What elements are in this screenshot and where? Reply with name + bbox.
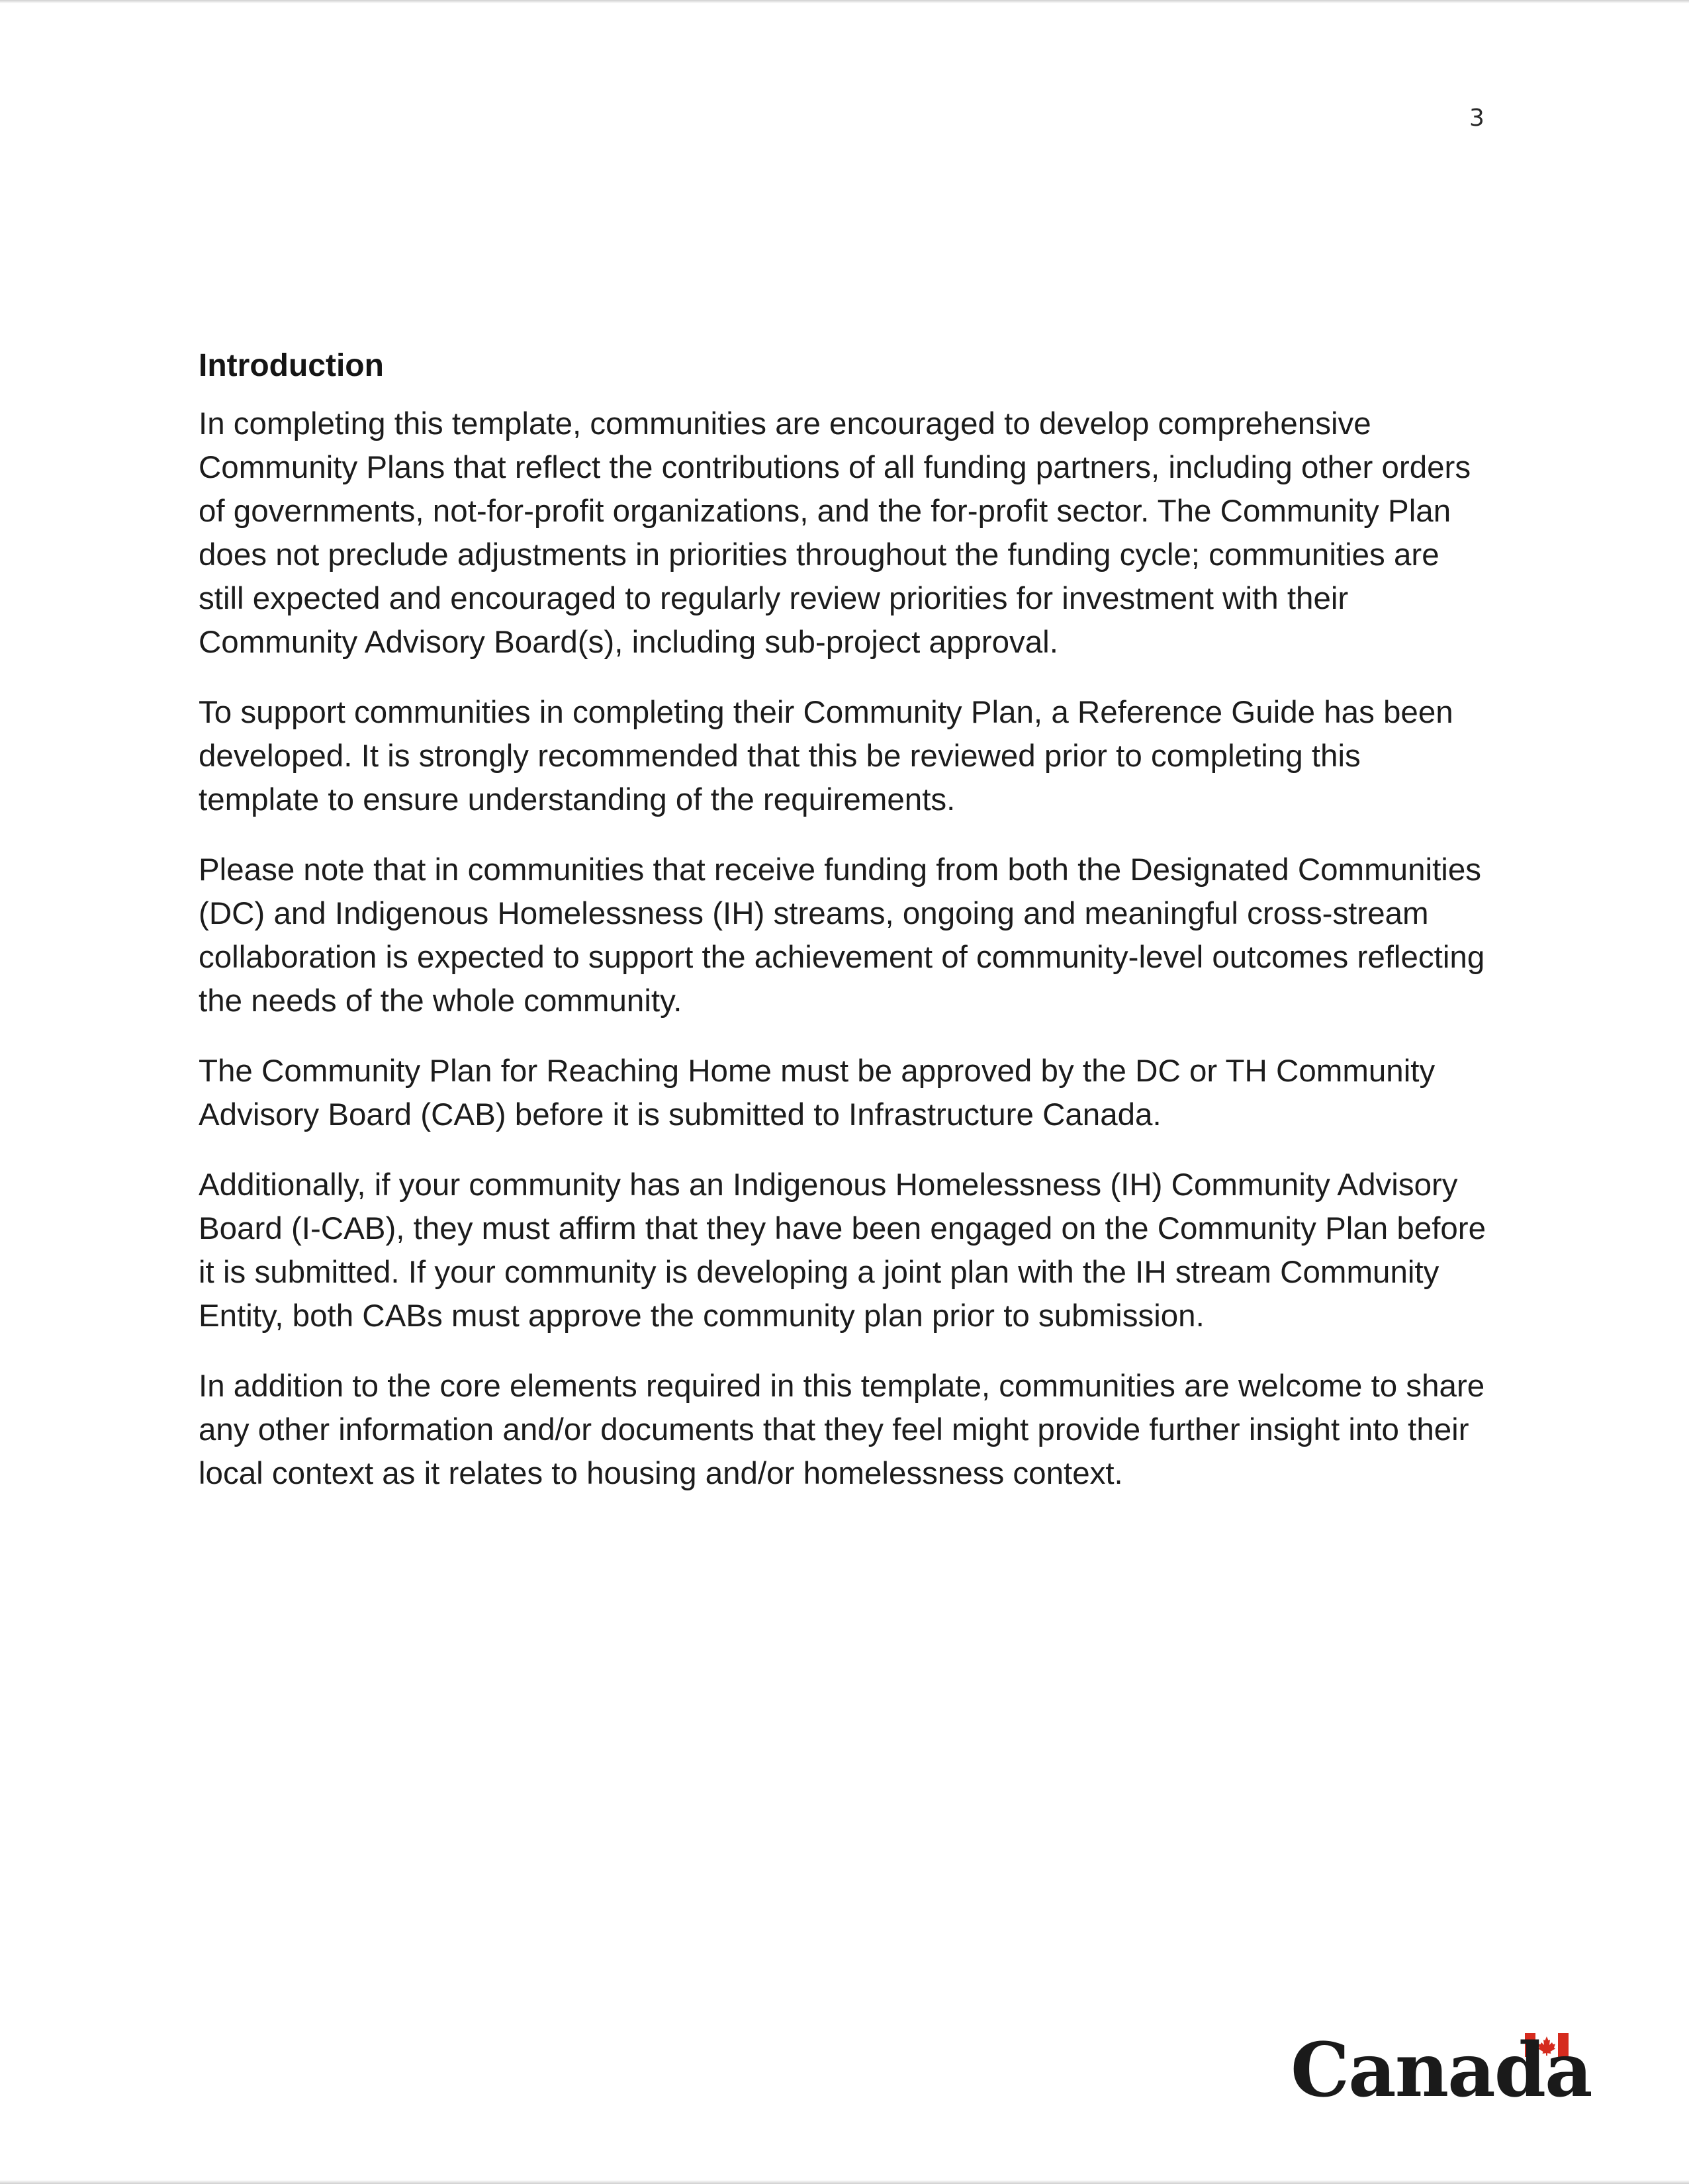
- section-heading: Introduction: [199, 348, 384, 383]
- paragraph-cab-approval: The Community Plan for Reaching Home must be approved by the DC or TH Community Advisory Board (CAB) before it is submitted to Infrastructure Canada.: [199, 1054, 1436, 1132]
- introduction-section: [199, 344, 1489, 1522]
- paragraph-template-overview: In completing this template, communities are encouraged to develop comprehensive Community Plans that reflect the contributions of all funding partners, including other orders of governments, not-for-profit organizations, and the for-profit sector. The Community Plan does not preclude adjustments in priorities throughout the funding cycle; communities are still expected and encouraged to regularly review priorities for investment with their Community Advisory Board(s), including sub-project approval.: [199, 406, 1471, 660]
- page-number: 3: [1469, 105, 1484, 132]
- paragraph-additional-info: In addition to the core elements required in this template, communities are welcome to share any other information and/or documents that they feel might provide further insight into their local context as it relates to housing and/or homelessness context.: [199, 1369, 1485, 1491]
- paragraph-reference-guide: To support communities in completing their Community Plan, a Reference Guide has been developed. It is strongly recommended that this be reviewed prior to completing this template to ensure understanding of the requirements.: [199, 695, 1453, 817]
- scan-edge-bottom: [0, 2180, 1689, 2184]
- paragraph-cross-stream: Please note that in communities that receive funding from both the Designated Communities (DC) and Indigenous Homelessness (IH) streams, ongoing and meaningful cross-stream collaboration is expected to support the achievement of community-level outcomes reflecting the needs of the whole community.: [199, 852, 1485, 1019]
- paragraph-ih-cab: Additionally, if your community has an Indigenous Homelessness (IH) Community Advisory Board (I-CAB), they must affirm that they have been engaged on the Community Plan before it is submitted. If your community is developing a joint plan with the IH stream Community Entity, both CABs must approve the community plan prior to submission.: [199, 1167, 1486, 1334]
- canada-wordmark-text: Canada: [1291, 2027, 1592, 2114]
- scan-edge-top: [0, 0, 1689, 3]
- canada-wordmark-logo: [1291, 2027, 1592, 2114]
